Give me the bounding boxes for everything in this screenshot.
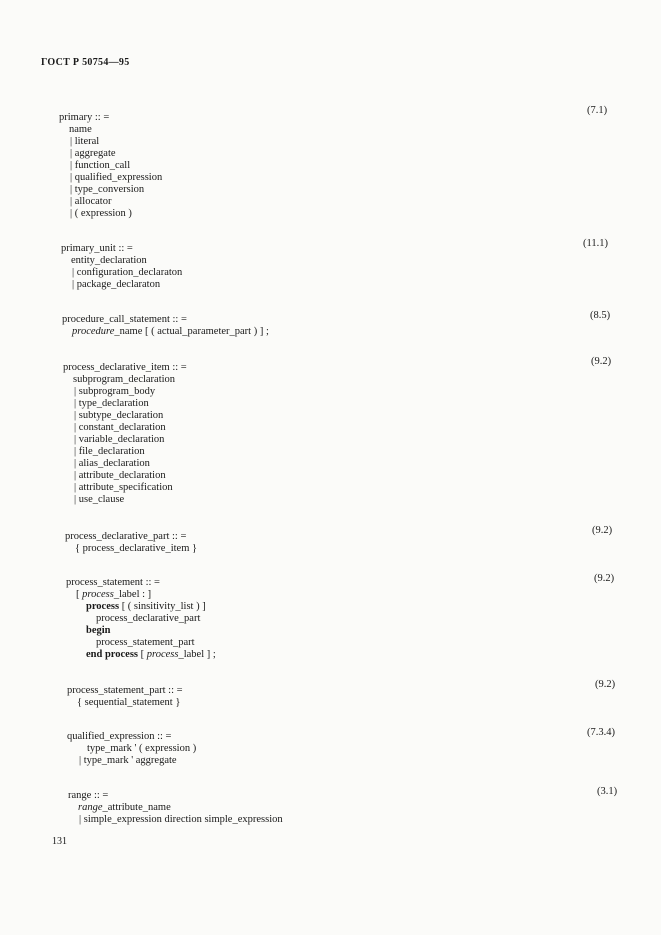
italic-prefix: process [146, 649, 179, 660]
rule-line: | file_declaration [74, 446, 145, 457]
keyword: end process [86, 649, 139, 660]
rule-line: process_declarative_part [96, 613, 201, 624]
rule-line: | qualified_expression [70, 172, 163, 183]
rule-line: | type_mark ' aggregate [79, 755, 177, 766]
rule-head: range :: = [68, 790, 109, 801]
rule-line: { sequential_statement } [77, 697, 181, 708]
rule-line: | subtype_declaration [74, 410, 164, 421]
section-ref: (8.5) [590, 310, 611, 321]
rule-head: procedure_call_statement :: = [62, 314, 187, 325]
rule-text: [ ( sinsitivity_list ) ] [119, 601, 206, 612]
italic-prefix: procedure [72, 326, 115, 337]
rule-line: name [69, 124, 92, 135]
rule-head: qualified_expression :: = [67, 731, 172, 742]
rule-head: process_declarative_item :: = [63, 362, 187, 373]
rule-line [76, 589, 151, 601]
rule-text: [ [138, 649, 147, 660]
rule-line: | attribute_specification [74, 482, 173, 493]
rule-line: type_mark ' ( expression ) [87, 743, 197, 754]
section-ref: (9.2) [592, 525, 613, 536]
rule-line: | function_call [70, 160, 131, 171]
rule-line [86, 649, 216, 661]
keyword: process [86, 601, 120, 612]
rule-line: | subprogram_body [74, 386, 156, 397]
rule-line: | variable_declaration [74, 434, 165, 445]
rule-head: primary :: = [59, 112, 110, 123]
rule-line: entity_declaration [71, 255, 147, 266]
rule-line: | constant_declaration [74, 422, 166, 433]
rule-head: process_statement :: = [66, 577, 160, 588]
rule-line: | aggregate [70, 148, 116, 159]
rule-text: _name [ ( actual_parameter_part ) ] ; [114, 326, 269, 337]
rule-head: process_declarative_part :: = [65, 531, 187, 542]
rule-line: subprogram_declaration [73, 374, 176, 385]
rule-line: process_statement_part [96, 637, 195, 648]
rule-line: | configuration_declaraton [72, 267, 183, 278]
section-ref: (7.1) [587, 105, 608, 116]
italic-prefix: process [82, 589, 114, 600]
section-ref: (9.2) [591, 356, 612, 367]
rule-line: { process_declarative_item } [75, 543, 198, 554]
rule-line: | ( expression ) [70, 208, 132, 219]
rule-line: | attribute_declaration [74, 470, 166, 481]
section-ref: (3.1) [597, 786, 618, 797]
rule-line: | simple_expression direction simple_expression [79, 814, 283, 825]
rule-line [72, 326, 269, 338]
section-ref: (7.3.4) [587, 727, 615, 738]
section-ref: (11.1) [583, 238, 608, 249]
rule-line: | use_clause [74, 494, 125, 505]
rule-text: _attribute_name [102, 802, 171, 813]
bracket-text: [ [76, 589, 83, 600]
rule-text: _label ] ; [178, 649, 216, 660]
rule-head: process_statement_part :: = [67, 685, 183, 696]
rule-line: | alias_declaration [74, 458, 150, 469]
rule-text: _label : ] [113, 589, 152, 600]
rule-line [86, 601, 206, 613]
rule-line: | type_conversion [70, 184, 145, 195]
rule-line: | type_declaration [74, 398, 149, 409]
rule-line [78, 802, 171, 814]
rule-line: | package_declaraton [72, 279, 161, 290]
section-ref: (9.2) [594, 573, 615, 584]
rule-head: primary_unit :: = [61, 243, 133, 254]
section-ref: (9.2) [595, 679, 616, 690]
page-number: 131 [52, 836, 67, 847]
keyword: begin [86, 625, 111, 636]
rule-line: | literal [70, 136, 100, 147]
document-header: ГОСТ Р 50754—95 [41, 57, 130, 68]
italic-prefix: range [78, 802, 103, 813]
rule-line: | allocator [70, 196, 112, 207]
